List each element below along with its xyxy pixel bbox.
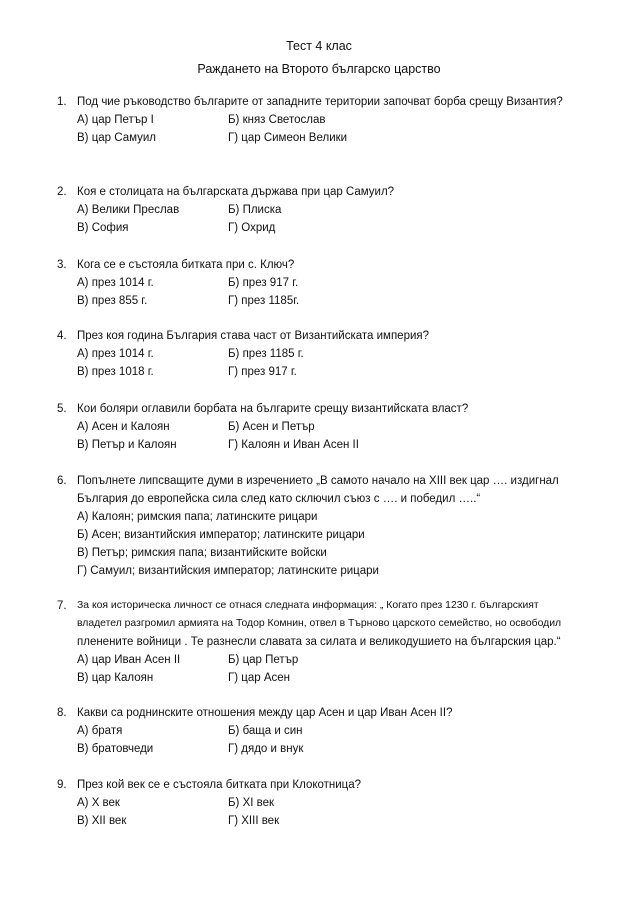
question-6 xyxy=(0,472,638,580)
answer-a: А) X век xyxy=(77,797,120,809)
answer-b: Б) баща и син xyxy=(228,725,303,737)
question-5 xyxy=(0,400,638,454)
question-number: 3. xyxy=(57,259,67,271)
question-number: 2. xyxy=(57,186,67,198)
question-number: 8. xyxy=(57,707,67,719)
question-1 xyxy=(0,93,638,147)
page-subtitle: Раждането на Второто българско царство xyxy=(197,62,441,76)
question-7 xyxy=(0,597,638,687)
answer-b: Б) цар Петър xyxy=(228,654,299,666)
answer-d: Г) дядо и внук xyxy=(228,743,304,755)
answer-b: Б) Асен; византийския император; латинските рицари xyxy=(77,529,365,541)
question-number: 6. xyxy=(57,475,67,487)
answer-a: А) Велики Преслав xyxy=(77,204,180,216)
answer-a: А) през 1014 г. xyxy=(77,277,154,289)
answer-a: А) Калоян; римския папа; латинските рицари xyxy=(77,511,318,523)
answer-d: Г) цар Асен xyxy=(228,672,290,684)
answer-c: В) Петър; римския папа; византийските войски xyxy=(77,547,327,559)
answer-b: Б) Асен и Петър xyxy=(228,421,315,433)
question-text-line: България до европейска сила след като сключил съюз с …. и победил …..“ xyxy=(77,493,481,505)
answer-b: Б) XI век xyxy=(228,797,275,809)
answer-d: Г) Самуил; византийския император; латинските рицари xyxy=(77,565,379,577)
answer-b: Б) Плиска xyxy=(228,204,282,216)
question-text: Кога се е състояла битката при с. Ключ? xyxy=(77,259,295,271)
answer-a: А) цар Иван Асен II xyxy=(77,654,181,666)
answer-b: Б) княз Светослав xyxy=(228,114,326,126)
question-text-line: владетел разгромил армията на Тодор Комнин, отвел в Търново царското семейство, но освободил xyxy=(77,618,562,629)
question-3 xyxy=(0,256,638,310)
answer-c: В) през 855 г. xyxy=(77,295,148,307)
answer-d: Г) Калоян и Иван Асен II xyxy=(228,439,359,451)
answer-d: Г) през 1185г. xyxy=(228,295,300,307)
question-9 xyxy=(0,776,638,830)
question-text: Какви са роднинските отношения между цар Асен и цар Иван Асен II? xyxy=(77,707,453,719)
answer-d: Г) Охрид xyxy=(228,222,276,234)
answer-b: Б) през 1185 г. xyxy=(228,348,304,360)
question-number: 9. xyxy=(57,779,67,791)
question-text: Кои боляри оглавили борбата на българите срещу византийската власт? xyxy=(77,403,469,415)
question-2 xyxy=(0,183,638,237)
answer-c: В) цар Калоян xyxy=(77,672,154,684)
question-number: 1. xyxy=(57,96,67,108)
question-number: 5. xyxy=(57,403,67,415)
answer-c: В) XII век xyxy=(77,815,127,827)
question-number: 7. xyxy=(57,600,67,612)
answer-c: В) братовчеди xyxy=(77,743,154,755)
answer-c: В) през 1018 г. xyxy=(77,366,154,378)
question-number: 4. xyxy=(57,330,67,342)
answer-c: В) цар Самуил xyxy=(77,132,157,144)
answer-c: В) Петър и Калоян xyxy=(77,439,177,451)
question-text: През кой век се е състояла битката при Клокотница? xyxy=(77,779,362,791)
answer-a: А) цар Петър I xyxy=(77,114,154,126)
answer-a: А) Асен и Калоян xyxy=(77,421,170,433)
question-text: През коя година България става част от Византийската империя? xyxy=(77,330,430,342)
question-text: Под чие ръководство българите от западните територии започват борба срещу Византия? xyxy=(77,96,563,108)
question-text-line: пленените войници . Те разнесли славата за силата и великодушието на българския цар.“ xyxy=(77,636,561,648)
question-text-line: Попълнете липсващите думи в изречението „В самото начало на XIII век цар …. издигнал xyxy=(77,475,559,487)
question-text-line: За коя историческа личност се отнася следната информация: „ Когато през 1230 г. българският xyxy=(77,600,539,611)
answer-d: Г) цар Симеон Велики xyxy=(228,132,348,144)
answer-d: Г) XIII век xyxy=(228,815,280,827)
answer-b: Б) през 917 г. xyxy=(228,277,299,289)
answer-d: Г) през 917 г. xyxy=(228,366,297,378)
question-text: Коя е столицата на българската държава при цар Самуил? xyxy=(77,186,395,198)
answer-c: В) София xyxy=(77,222,129,234)
answer-a: А) братя xyxy=(77,725,123,737)
question-8 xyxy=(0,704,638,758)
page-title: Тест 4 клас xyxy=(286,39,352,53)
answer-a: А) през 1014 г. xyxy=(77,348,154,360)
question-4 xyxy=(0,327,638,381)
